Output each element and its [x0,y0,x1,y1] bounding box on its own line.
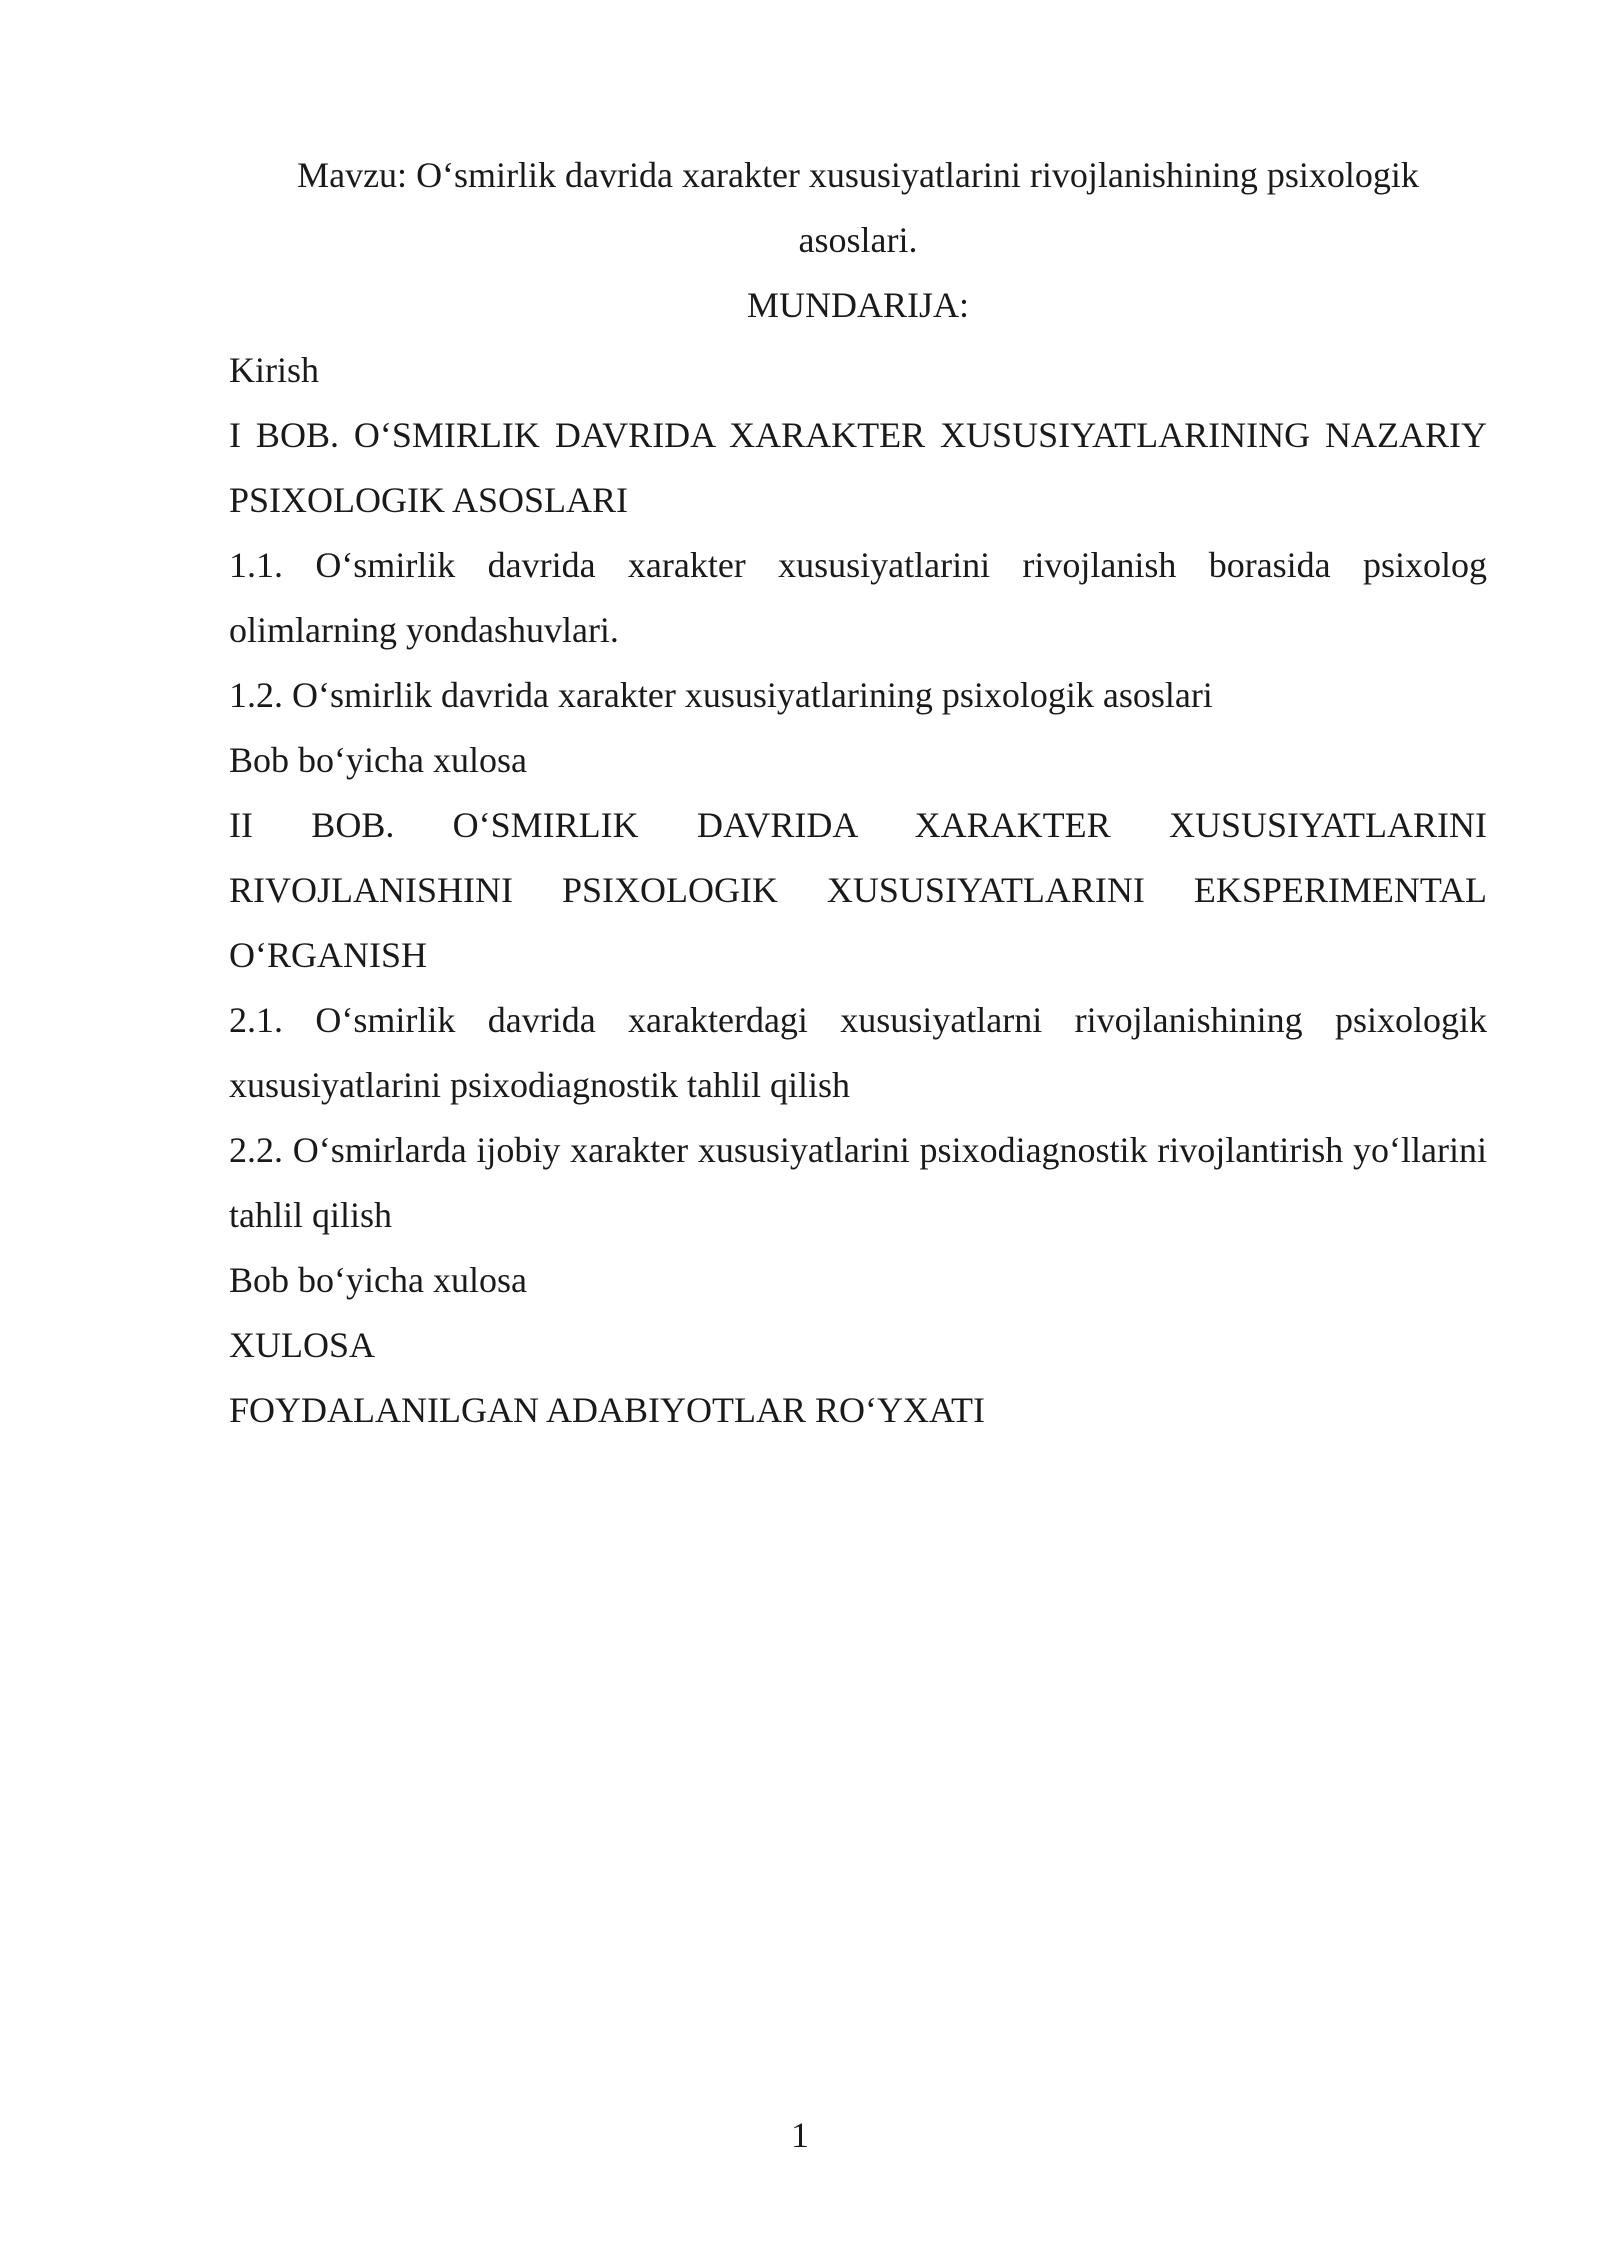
toc-entry-section-2-1: 2.1. O‘smirlik davrida xarakterdagi xususiyatlarni rivojlanishining psixologik xususiyatlarini psixodiagnostik tahlil qilish [229,1000,1487,1105]
contents-heading: MUNDARIJA: [746,285,969,325]
toc-entry-section-2-2: 2.2. O‘smirlarda ijobiy xarakter xususiyatlarini psixodiagnostik rivojlantirish yo‘llarini tahlil qilish [229,1130,1487,1235]
page-number: 1 [791,2115,809,2155]
toc-entry-introduction: Kirish [229,350,319,390]
toc-entry-chapter-1: I BOB. O‘SMIRLIK DAVRIDA XARAKTER XUSUSIYATLARINING NAZARIY PSIXOLOGIK ASOSLARI [229,415,1487,520]
toc-entry-conclusion: XULOSA [229,1325,376,1365]
document-title: Mavzu: O‘smirlik davrida xarakter xususiyatlarini rivojlanishining psixologik asoslari. [297,155,1419,260]
toc-entry-chapter-2-conclusion: Bob bo‘yicha xulosa [229,1260,527,1300]
toc-entry-references: FOYDALANILGAN ADABIYOTLAR RO‘YXATI [229,1390,985,1430]
toc-entry-section-1-1: 1.1. O‘smirlik davrida xarakter xususiyatlarini rivojlanish borasida psixolog olimlarning yondashuvlari. [229,545,1487,650]
page-content [229,143,1487,1443]
toc-entry-chapter-2: II BOB. O‘SMIRLIK DAVRIDA XARAKTER XUSUSIYATLARINI RIVOJLANISHINI PSIXOLOGIK XUSUSIYATLARINI EKSPERIMENTAL O‘RGANISH [229,805,1487,975]
toc-entry-section-1-2: 1.2. O‘smirlik davrida xarakter xususiyatlarining psixologik asoslari [229,675,1213,715]
toc-entry-chapter-1-conclusion: Bob bo‘yicha xulosa [229,740,527,780]
